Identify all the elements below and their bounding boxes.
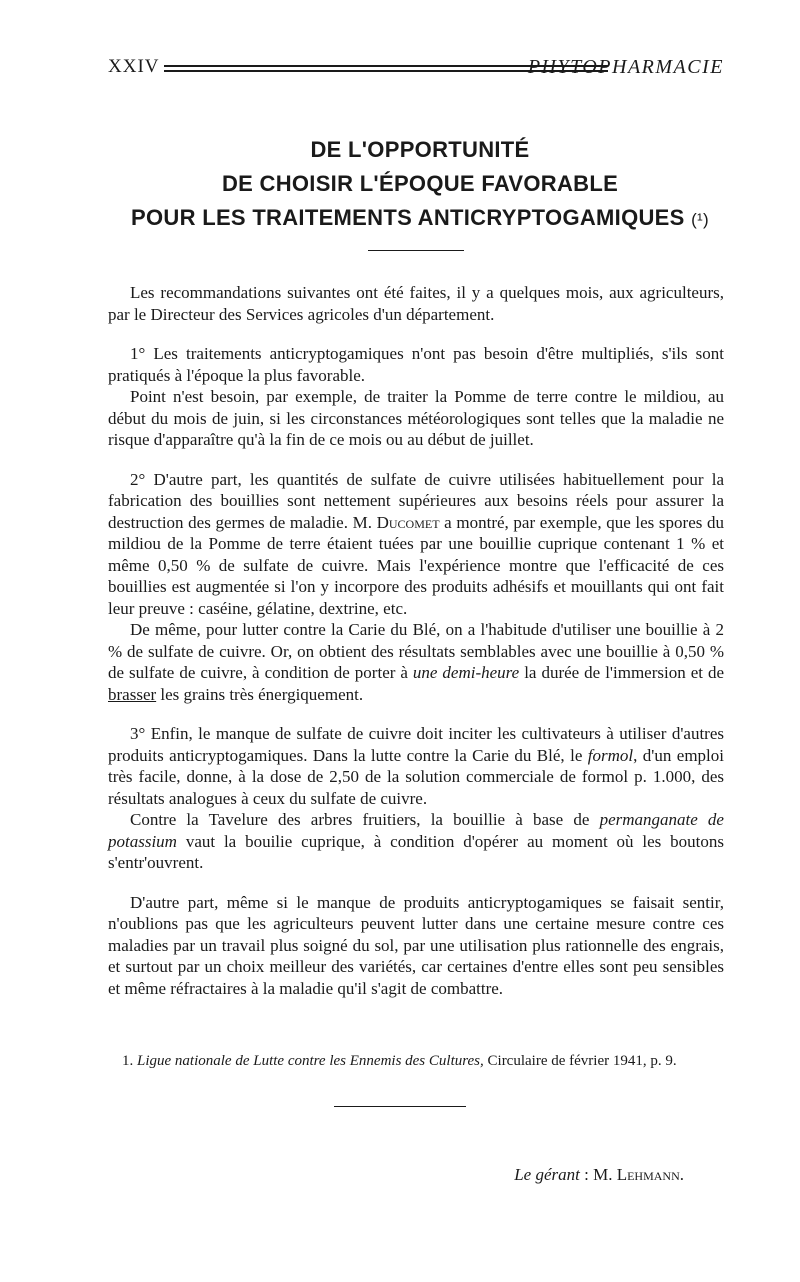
p6-text-a: 3° Enfin, le manque de sulfate de cuivre doit inciter les cultivateurs à utiliser d'autres produits anticryptogamiques. Dans la lutte contre la Carie du Blé, le [108,724,724,765]
paragraph-point-2 [108,469,724,620]
footnote-rest: Circulaire de février 1941, p. 9. [483,1053,677,1069]
paragraph-point-3 [108,723,724,809]
journal-title: PHYTOPHARMACIE [527,56,724,78]
p7-text-a: Contre la Tavelure des arbres fruitiers, la bouillie à base de [130,810,600,829]
paragraph-point-1: 1° Les traitements anticryptogamiques n'ont pas besoin d'être multipliés, s'ils sont pratiqués à l'époque la plus favorable. [108,344,724,385]
p4-text-b: a montré, par exemple, que les spores du mildiou de la Pomme de terre étaient tuées par une bouillie cuprique contenant 1 % et même 0,50 % de sulfate de cuivre. Mais l'expérience montre que l'efficacité de ces bouillies est augmentée si l'on y incorpore des produits adhésifs et mouillants qui ont fait leur preuve : caséine, gélatine, dextrine, etc. [108,512,725,618]
title-line-3 [100,201,740,237]
title-line-1: DE L'OPPORTUNITÉ [310,137,530,162]
title-line-3-text: POUR LES TRAITEMENTS ANTICRYPTOGAMIQUES [131,205,685,230]
p6-text-b: , d'un emploi très facile, donne, à la dose de 2,50 de la solution commerciale de formol p. 1.000, des résultats analogues à ceux du sulfate de cuivre. [108,745,724,808]
footnote-1 [108,1051,724,1071]
paragraph-intro: Les recommandations suivantes ont été faites, il y a quelques mois, aux agriculteurs, par le Directeur des Services agricoles d'un département. [108,283,724,324]
p4-text-a: 2° D'autre part, les quantités de sulfate de cuivre utilisées habituellement pour la fabrication des bouillies sont nettement supérieures aux besoins réels pour assurer la destruction des germes de maladie. M. [108,469,724,532]
signature-name: M. Lehmann. [593,1165,684,1184]
signature-label: Le gérant [514,1165,580,1184]
p5-text-b: la durée de l'immersion et de [519,663,724,682]
author-name-ducomet: Ducomet [376,512,440,532]
p5-italic: une demi-heure [412,663,520,682]
p6-italic-formol: formol [587,745,634,765]
title-line-2: DE CHOISIR L'ÉPOQUE FAVORABLE [221,171,619,196]
p7-italic-permanganate: permanganate de potassium [108,810,724,851]
article-title [100,133,740,237]
p5-underlined: brasser [108,684,157,704]
signature-separator: : [579,1165,594,1184]
paragraph-carie [108,619,724,705]
paragraph-conclusion: D'autre part, même si le manque de produits anticryptogamiques se faisait sentir, n'oublions pas que les agriculteurs peuvent lutter dans une certaine mesure contre ces maladies par un travail plus soigné du sol, par une utilisation plus rationnelle des engrais, et surtout par un choix meilleur des variétés, car certaines d'entre elles sont peu sensibles et même réfractaires à la maladie qu'il s'agit de combattre. [108,892,724,998]
p5-text-a: De même, pour lutter contre la Carie du Blé, on a l'habitude d'utiliser une bouillie à 2 % de sulfate de cuivre. Or, on obtient des résultats semblables avec une bouillie à 0,50 % de sulfate de cuivre, à condition de porter à [108,620,724,682]
article-body [108,282,724,999]
paragraph-point-1-example: Point n'est besoin, par exemple, de traiter la Pomme de terre contre le mildiou, au début du mois de juin, si les circonstances météorologiques sont telles que la maladie ne risque d'apparaître qu'à la fin de ce mois ou au début de juillet. [108,387,724,449]
footnote [108,1051,724,1071]
signature [514,1165,684,1185]
p7-text-b: vaut la bouilie cuprique, à condition d'opérer au moment où les boutons s'entr'ouvrent. [108,831,724,872]
running-header [108,56,724,84]
title-footnote-marker: (¹) [691,210,709,229]
footnote-source: Ligue nationale de Lutte contre les Ennemis des Cultures, [137,1053,484,1069]
paragraph-tavelure [108,809,724,874]
footnote-number: 1. [122,1053,137,1069]
title-divider [368,250,464,251]
page-number: XXIV [108,56,160,77]
p5-text-c: les grains très énergiquement. [156,684,364,704]
footnote-divider [334,1106,466,1107]
